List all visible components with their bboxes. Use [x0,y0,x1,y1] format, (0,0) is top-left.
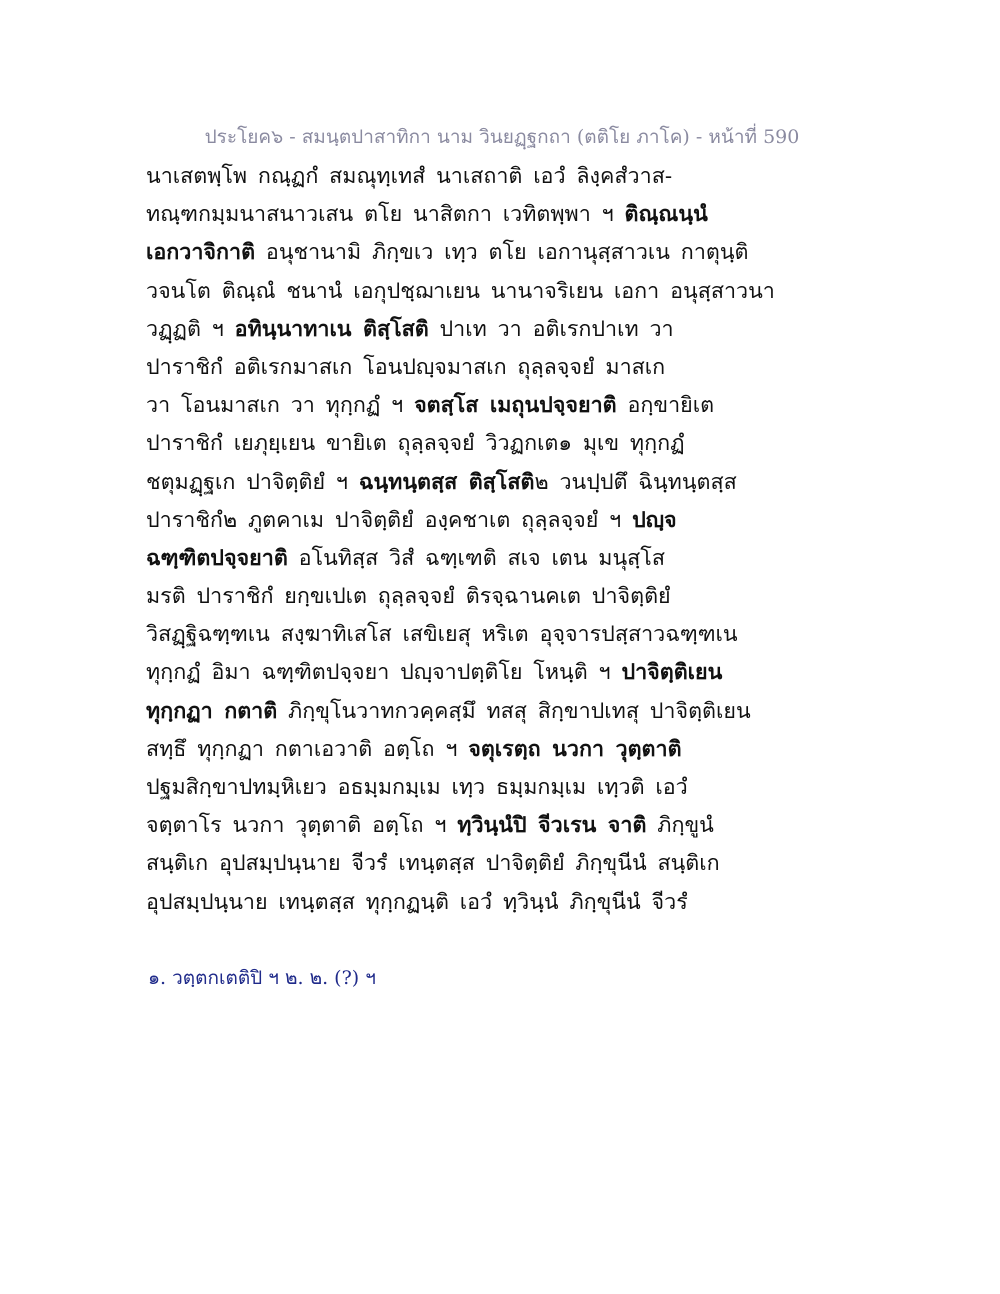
bold-term: ฉนฺทนฺตสฺส ติสฺโสติ [358,469,535,495]
text-run: ปฐมสิกฺขาปทมฺหิเยว อธมฺมกมฺเม เทฺว ธมฺมกมฺเม เทฺวติ เอวํ [146,775,688,800]
text-line [146,884,866,922]
main-text [146,158,866,922]
page-header [0,122,1000,152]
text-run: อุปสมฺปนฺนาย เทนฺตสฺส ทุกฺกฏนฺติ เอวํ ทฺวินฺนํ ภิกฺขุนีนํ จีวรํ [146,889,688,915]
text-run: ๒ วนปฺปตึ ฉินฺทนฺตสฺส [534,469,737,495]
bold-term: ปาจิตฺติเยน [621,660,723,686]
text-line [146,158,866,196]
bold-term: ทฺวินฺนํปิ จีวเรน จาติ [457,813,647,839]
text-line [146,273,866,311]
bold-term: เอกวาจิกาติ [146,240,256,266]
text-run: ปาราชิกํ๒ ภูตคาเม ปาจิตฺติยํ องฺคชาเต ถุลฺลจฺจยํ ฯ [146,507,633,533]
page-header-text: ประโยค๖ - สมนฺตปาสาทิกา นาม วินยฏฺฐกถา (ตติโย ภาโค) - หน้าที่ 590 [204,126,800,148]
text-line [146,578,866,616]
text-run: วิสฏฺฐิฉฑฺฑเน สงฺฆาทิเสโส เสขิเยสุ หริเต อุจฺจารปสฺสาวฉฑฺฑเน [146,622,738,648]
text-run: มรติ ปาราชิกํ ยกฺขเปเต ถุลฺลจฺจยํ ติรจฺฉานคเต ปาจิตฺติยํ [146,584,671,610]
text-line [146,540,866,578]
text-run: สนฺติเก อุปสมฺปนฺนาย จีวรํ เทนฺตสฺส ปาจิตฺติยํ ภิกฺขุนีนํ สนฺติเก [146,851,720,877]
text-line [146,464,866,502]
text-run: ภิกฺขูนํ [646,813,714,839]
text-run: อโนทิสฺส วิสํ ฉฑฺเฑติ สเจ เตน มนุสฺโส [287,545,665,571]
text-line [146,616,866,654]
footnote: ๑. วตฺตกเตติปิ ฯ ๒. ๒. (?) ฯ [148,967,376,989]
text-run: ทณฺฑกมฺมนาสนาวเสน ตโย นาสิตกา เวทิตพฺพา ฯ [146,202,625,228]
text-run: ปาราชิกํ อติเรกมาสเก โอนปญฺจมาสเก ถุลฺลจฺจยํ มาสเก [146,354,666,380]
text-line [146,502,866,540]
bold-term: จตุเรตฺถ นวกา วุตฺตาติ [468,736,682,762]
bold-term: ปญฺจ [632,507,677,533]
text-line [146,807,866,845]
text-line [146,693,866,731]
bold-term: ติณฺณนฺนํ [624,202,708,228]
text-run: จตฺตาโร นวกา วุตฺตาติ อตฺโถ ฯ [146,813,458,839]
bold-term: ฉฑฺฑิตปจฺจยาติ [146,545,288,571]
text-run: อนุชานามิ ภิกฺขเว เทฺว ตโย เอกานุสฺสาวเน กาตุนฺติ [255,240,749,266]
text-run: นาเสตพฺโพ กณฺฏกํ สมณุทฺเทสํ นาเสถาติ เอวํ ลิงฺคสํวาส- [146,164,673,189]
text-run: วฏฺฏติ ฯ [146,316,235,342]
text-run: ปาเท วา อติเรกปาเท วา [428,316,674,342]
text-line [146,387,866,425]
text-line [146,769,866,807]
text-line [146,311,866,349]
text-line [146,349,866,387]
text-run: สทฺธึ ทุกฺกฏา กตาเอวาติ อตฺโถ ฯ [146,736,469,762]
text-run: ปาราชิกํ เยภุยฺเยน ขายิเต ถุลฺลจฺจยํ วิวฏกเต๑ มุเข ทุกฺกฏํ [146,431,685,457]
bold-term: อทินฺนาทาเน ติสฺโสติ [234,316,429,342]
text-run: วจนโต ติณฺณํ ชนานํ เอกุปชฺฌาเยน นานาจริเยน เอกา อนุสฺสาวนา [146,278,775,304]
text-line [146,234,866,272]
text-run: ทุกฺกฏํ อิมา ฉฑฺฑิตปจฺจยา ปญฺจาปตฺติโย โหนฺติ ฯ [146,660,622,686]
text-run: ภิกฺขุโนวาทกวคฺคสฺมึ ทสสุ สิกฺขาปเทสุ ปาจิตฺติเยน [277,698,751,724]
text-line [146,425,866,463]
text-line [146,196,866,234]
text-line [146,731,866,769]
bold-term: ทุกฺกฏา กตาติ [146,698,278,724]
bold-term: จตสฺโส เมถุนปจฺจยาติ [414,393,617,419]
text-run: ชตุมฏฺฐเก ปาจิตฺติยํ ฯ [146,469,359,495]
text-run: อกฺขายิเต [616,393,715,419]
text-run: วา โอนมาสเก วา ทุกฺกฏํ ฯ [146,393,415,419]
text-line [146,845,866,883]
text-line [146,654,866,692]
